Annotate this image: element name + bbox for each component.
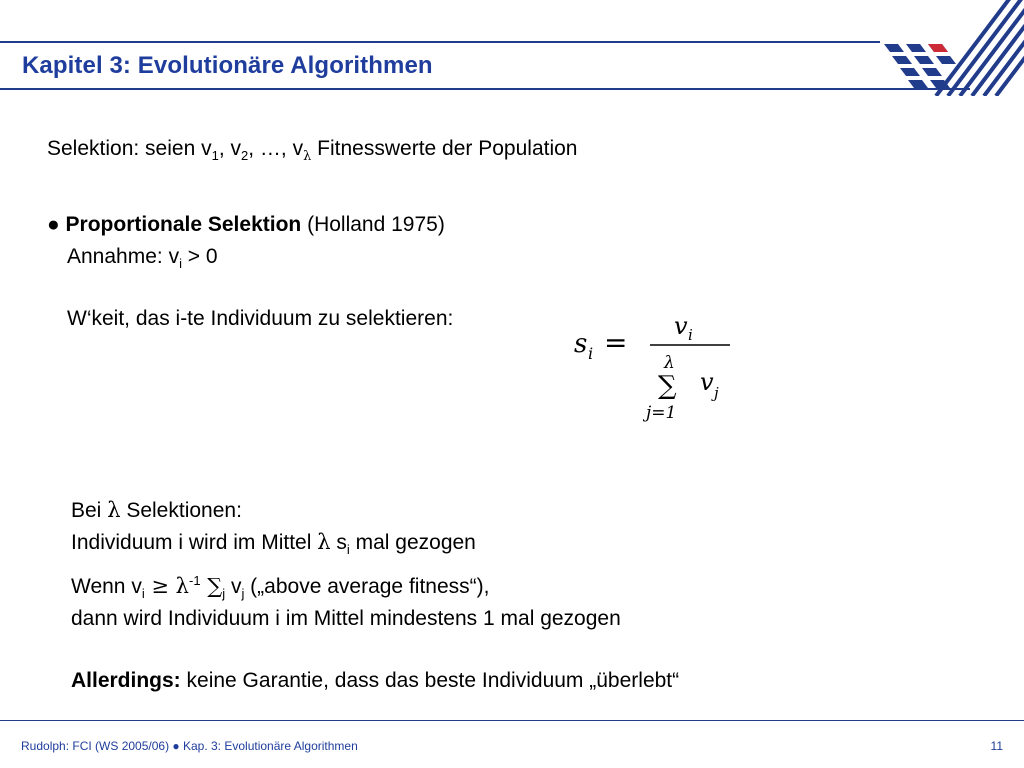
proportional-heading: ● Proportionale Selektion (Holland 1975)	[47, 213, 445, 236]
explanation-line-2: Individuum i wird im Mittel λ $s_i$ mal gezogen	[71, 530, 476, 557]
probability-line: W‘keit, das i-te Individuum zu selektieren:	[67, 307, 454, 330]
formula-lhs: s	[574, 329, 588, 359]
formula-denominator: v	[700, 368, 714, 396]
bullet-icon: ●	[47, 213, 60, 236]
sum-symbol: ∑	[658, 371, 677, 401]
explanation-line-4: dann wird Individuum i im Mittel mindestens 1 mal gezogen	[71, 607, 621, 630]
explanation-line-1: Bei λ Selektionen:	[71, 498, 242, 522]
assumption-line: Annahme: $v_i > 0$	[67, 245, 218, 271]
formula-lhs-sub: i	[588, 344, 594, 363]
header-rule-top	[0, 41, 880, 43]
formula-denominator-sub: j	[714, 384, 719, 402]
intro-line: Selektion: seien $v_1$, $v_2$, …, $v_\lambda$ Fitnesswerte der Population	[47, 137, 578, 164]
university-logo-icon	[878, 0, 1024, 96]
footer-rule	[0, 720, 1024, 721]
sum-lower: j=1	[646, 403, 677, 423]
selection-probability-formula	[570, 312, 740, 432]
explanation-line-3: Wenn $v_i \ge \lambda^{-1}$ $\sum_j$ $v_j$ („above average fitness“),	[71, 573, 490, 601]
footer-text: Rudolph: FCI (WS 2005/06) ● Kap. 3: Evolutionäre Algorithmen	[21, 739, 358, 753]
header-rule-bottom	[0, 88, 970, 90]
slide-title: Kapitel 3: Evolutionäre Algorithmen	[22, 52, 433, 79]
caveat-line: Allerdings: keine Garantie, dass das beste Individuum „überlebt“	[71, 669, 680, 692]
sum-upper: λ	[664, 353, 675, 373]
formula-numerator: v	[674, 312, 688, 340]
page-number: 11	[990, 739, 1003, 753]
formula-equals: =	[604, 326, 628, 359]
formula-numerator-sub: i	[688, 326, 693, 344]
